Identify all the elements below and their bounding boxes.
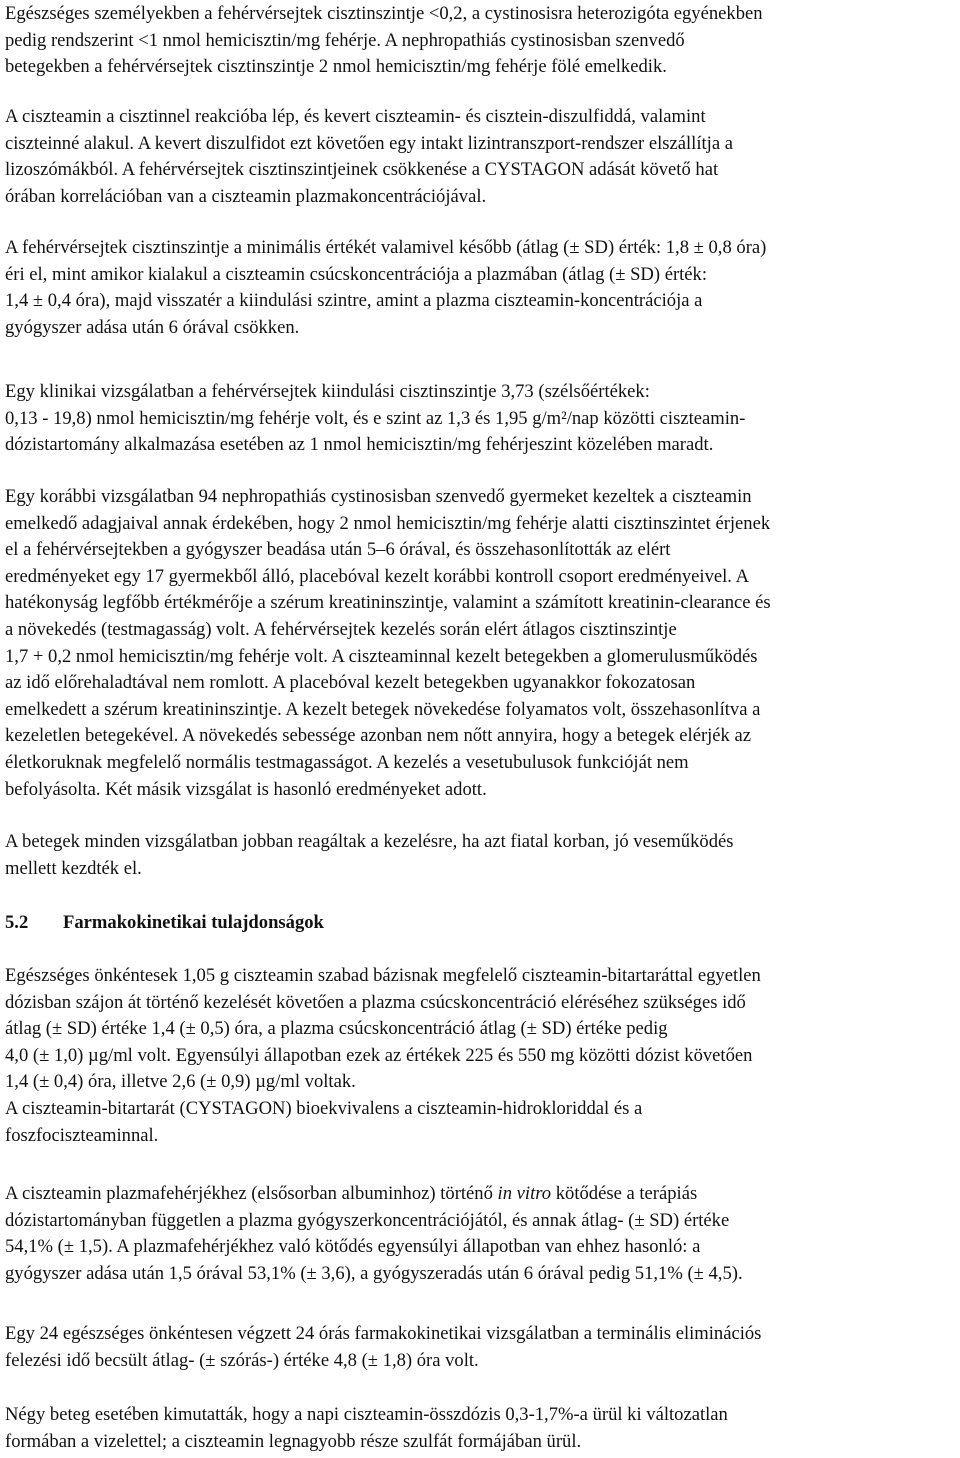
text-line: Egészséges önkéntesek 1,05 g ciszteamin szabad bázisnak megfelelő ciszteamin-bitartaráttal egyetlen (5, 965, 761, 986)
text-line: Négy beteg esetében kimutatták, hogy a napi ciszteamin-összdózis 0,3-1,7%-a ürül ki változatlan (5, 1404, 728, 1425)
text-line: A ciszteamin plazmafehérjékhez (elsősorban albuminhoz) történő in vitro kötődése a terápiás (5, 1183, 698, 1204)
text-line: betegekben a fehérvérsejtek cisztinszintje 2 nmol hemicisztin/mg fehérje fölé emelkedik. (5, 56, 667, 78)
text-line: 0,13 - 19,8) nmol hemicisztin/mg fehérje volt, és e szint az 1,3 és 1,95 g/m²/nap közötti ciszteamin- (5, 407, 746, 429)
text-line: felezési idő becsült átlag- (± szórás-) értéke 4,8 (± 1,8) óra volt. (5, 1349, 479, 1371)
paragraph-minimum-level (5, 235, 960, 341)
text-line: hatékonyság legfőbb értékmérője a szérum kreatininszintje, valamint a számított kreatinin-clearance és (5, 592, 771, 614)
italic-term: in vitro (497, 1183, 552, 1204)
text-line: ciszteinné alakul. A kevert diszulfidot ezt követően egy intakt lizintranszport-rendszer elszállítja a (5, 132, 733, 154)
text-line: el a fehérvérsejtekben a gyógyszer beadása után 5–6 órával, és összehasonlították az elért (5, 539, 671, 561)
text-line: 54,1% (± 1,5). A plazmafehérjékhez való kötődés egyensúlyi állapotban van ehhez hasonló: a (5, 1236, 701, 1258)
text-line: az idő előrehaladtával nem romlott. A placebóval kezelt betegekben ugyanakkor fokozatosan (5, 672, 696, 694)
text-line: dózistartományban független a plazma gyógyszerkoncentrációjától, és annak átlag- (± SD) értéke (5, 1209, 730, 1231)
section-heading (5, 910, 960, 937)
paragraph-excretion (5, 1402, 960, 1455)
text-line: a növekedés (testmagasság) volt. A fehérvérsejtek kezelés során elért átlagos cisztinszintje (5, 618, 677, 640)
text-line: Egy korábbi vizsgálatban 94 nephropathiás cystinosisban szenvedő gyermeket kezeltek a ciszteamin (5, 486, 752, 507)
text-line: 1,4 (± 0,4) óra, illetve 2,6 (± 0,9) µg/ml voltak. (5, 1071, 356, 1093)
text-line: mellett kezdték el. (5, 857, 142, 879)
text-line: Egy 24 egészséges önkéntesen végzett 24 órás farmakokinetikai vizsgálatban a terminális eliminációs (5, 1323, 762, 1344)
text-line: A fehérvérsejtek cisztinszintje a minimális értékét valamivel később (átlag (± SD) érték: 1,8 ± 0,8 óra) (5, 237, 767, 258)
text-line: életkoruknak megfelelő normális testmagasságot. A kezelés a vesetubulusok funkcióját nem (5, 751, 689, 773)
text-line: dózisban szájon át történő kezelését követően a plazma csúcskoncentráció eléréséhez szükséges idő (5, 991, 746, 1013)
paragraph-earlier-study (5, 484, 960, 803)
section-number: 5.2 (5, 912, 29, 933)
text-line: eredményeket egy 17 gyermekből álló, placebóval kezelt korábbi kontroll csoport eredményeivel. A (5, 565, 750, 587)
section-title: Farmakokinetikai tulajdonságok (63, 912, 324, 933)
paragraph-young-age (5, 829, 960, 882)
text-line: 1,4 ± 0,4 óra), majd visszatér a kiindulási szintre, amint a plazma ciszteamin-koncentrációja a (5, 290, 703, 312)
text-line: 1,7 + 0,2 nmol hemicisztin/mg fehérje volt. A ciszteaminnal kezelt betegekben a glomerulusműködés (5, 645, 758, 667)
paragraph-mechanism (5, 104, 960, 210)
text-line: emelkedő adagjaival annak érdekében, hogy 2 nmol hemicisztin/mg fehérje alatti cisztinszintet érjenek (5, 512, 771, 534)
text-line: emelkedett a szérum kreatininszintje. A kezelt betegek növekedése folyamatos volt, összehasonlítva a (5, 698, 761, 720)
text-line: kezeletlen betegekével. A növekedés sebessége azonban nem nőtt annyira, hogy a betegek elérjék az (5, 725, 752, 747)
text-line: átlag (± SD) értéke 1,4 (± 0,5) óra, a plazma csúcskoncentráció átlag (± SD) értéke pedig (5, 1018, 668, 1040)
paragraph-clinical-study (5, 379, 960, 459)
text-line: Egészséges személyekben a fehérvérsejtek cisztinszintje <0,2, a cystinosisra heterozigóta egyénekben (5, 3, 763, 24)
text-line: dózistartomány alkalmazása esetében az 1 nmol hemicisztin/mg fehérjeszint közelében maradt. (5, 434, 714, 456)
paragraph-pharmacokinetics (5, 963, 960, 1149)
text-line: Egy klinikai vizsgálatban a fehérvérsejtek kiindulási cisztinszintje 3,73 (szélsőértékek: (5, 381, 650, 402)
text-line: A betegek minden vizsgálatban jobban reagáltak a kezelésre, ha azt fiatal korban, jó veseműködés (5, 831, 734, 852)
paragraph-healthy-levels (5, 1, 960, 81)
text-line: gyógyszer adása után 6 órával csökken. (5, 316, 300, 338)
text-line: formában a vizelettel; a ciszteamin legnagyobb része szulfát formájában ürül. (5, 1430, 582, 1452)
text-line: órában korrelációban van a ciszteamin plazmakoncentrációjával. (5, 185, 487, 207)
text-line: A ciszteamin-bitartarát (CYSTAGON) bioekvivalens a ciszteamin-hidrokloriddal és a (5, 1097, 643, 1119)
paragraph-half-life (5, 1321, 960, 1374)
text-line: éri el, mint amikor kialakul a ciszteamin csúcskoncentrációja a plazmában (átlag (± SD) érték: (5, 263, 708, 285)
text-line: pedig rendszerint <1 nmol hemicisztin/mg fehérje. A nephropathiás cystinosisban szenvedő (5, 29, 685, 51)
paragraph-protein-binding (5, 1181, 960, 1287)
text-line: foszfociszteaminnal. (5, 1124, 159, 1146)
text-line: 4,0 (± 1,0) µg/ml volt. Egyensúlyi állapotban ezek az értékek 225 és 550 mg közötti dózist követően (5, 1044, 753, 1066)
text-line: A ciszteamin a cisztinnel reakcióba lép, és kevert ciszteamin- és cisztein-diszulfiddá, valamint (5, 106, 706, 127)
text-line: gyógyszer adása után 1,5 órával 53,1% (± 3,6), a gyógyszeradás után 6 órával pedig 51,1% (± 4,5). (5, 1262, 743, 1284)
text-line: lizoszómákból. A fehérvérsejtek cisztinszintjeinek csökkenése a CYSTAGON adását követő hat (5, 159, 719, 181)
text-line: befolyásolta. Két másik vizsgálat is hasonló eredményeket adott. (5, 778, 487, 800)
